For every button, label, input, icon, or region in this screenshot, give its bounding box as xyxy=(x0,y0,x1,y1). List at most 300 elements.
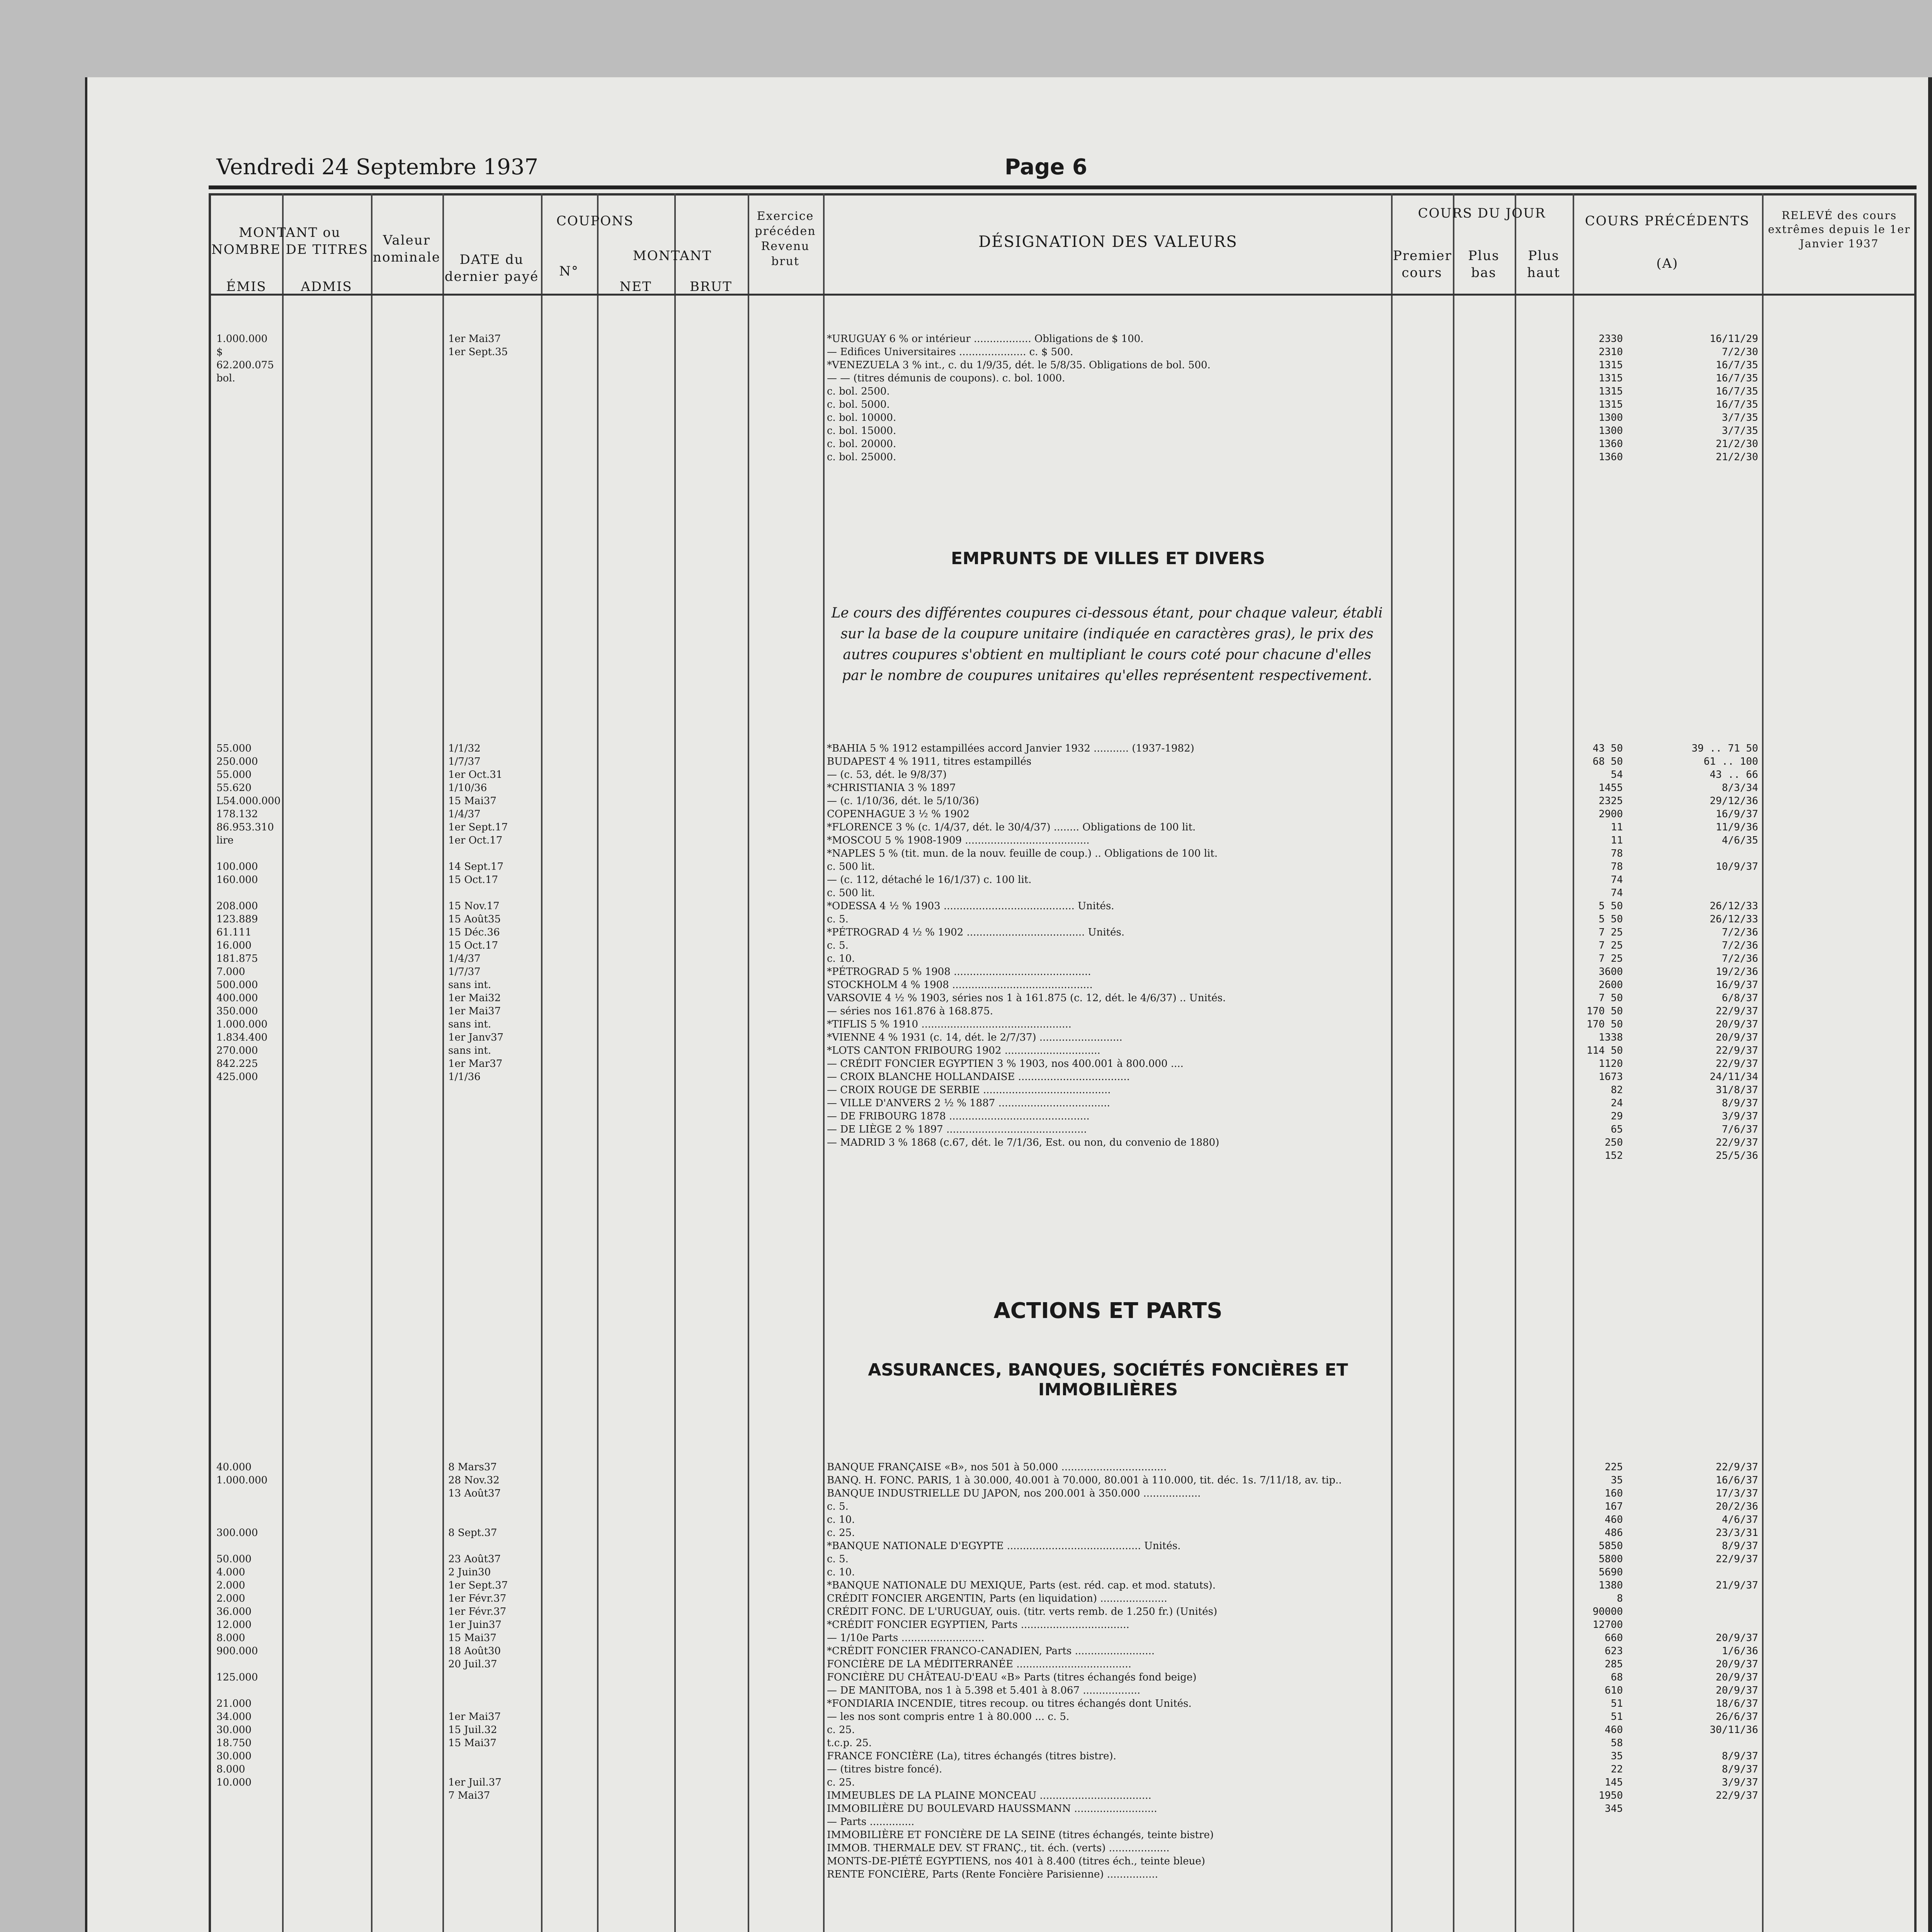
table-cell: 15 Août35 xyxy=(448,913,501,925)
table-cell: c. 5. xyxy=(827,913,849,925)
table-cell: 1380 xyxy=(1599,1580,1623,1591)
table-cell: *TIFLIS 5 % 1910 ............................................... xyxy=(827,1019,1071,1030)
table-cell: 7/2/30 xyxy=(1722,346,1758,358)
table-cell: 160 xyxy=(1605,1488,1623,1499)
table-cell: lire xyxy=(216,835,234,846)
table-cell: — CROIX BLANCHE HOLLANDAISE ................................... xyxy=(827,1071,1130,1083)
col-rule xyxy=(1762,193,1764,1932)
table-cell: 1er Mai37 xyxy=(448,1005,501,1017)
table-cell: IMMOBILIÈRE ET FONCIÈRE DE LA SEINE (titres échangés, teinte bistre) xyxy=(827,1829,1214,1841)
block0-releve xyxy=(1646,332,1758,464)
table-cell: 43 50 xyxy=(1592,743,1623,754)
table-cell: 1er Févr.37 xyxy=(448,1606,507,1617)
table-cell: 11 xyxy=(1611,821,1623,833)
header-rule xyxy=(209,294,1917,296)
table-cell xyxy=(1627,847,1758,860)
table-cell: *VIENNE 4 % 1931 (c. 14, dét. le 2/7/37) .......................... xyxy=(827,1032,1122,1043)
table-cell: 8 Sept.37 xyxy=(448,1527,497,1539)
table-cell: L54.000.000 xyxy=(216,795,281,807)
table-cell: $ xyxy=(216,346,223,358)
table-cell: 34.000 xyxy=(216,1711,252,1723)
table-cell: 18 Août30 xyxy=(448,1645,501,1657)
table-cell: 1315 xyxy=(1599,372,1623,384)
table-cell: — les nos sont compris entre 1 à 80.000 ... c. 5. xyxy=(827,1711,1070,1723)
table-cell xyxy=(1646,1736,1758,1750)
table-cell xyxy=(1646,1815,1758,1828)
table-cell: 7 25 xyxy=(1599,940,1623,951)
table-cell: 400.000 xyxy=(216,992,258,1004)
table-cell: 6/8/37 xyxy=(1722,992,1758,1004)
table-cell: 2.000 xyxy=(216,1580,245,1591)
table-cell: 123.889 xyxy=(216,913,258,925)
header-plus-haut: Plus haut xyxy=(1527,248,1560,281)
table-cell: FONCIÈRE DU CHÂTEAU-D'EAU «B» Parts (titres échangés fond beige) xyxy=(827,1672,1197,1683)
header-coupons: COUPONS xyxy=(556,213,634,229)
table-cell xyxy=(216,886,367,900)
header-premier: Premier cours xyxy=(1393,248,1452,281)
table-cell: 7/2/36 xyxy=(1722,940,1758,951)
table-cell: 7 25 xyxy=(1599,953,1623,964)
table-cell: 152 xyxy=(1605,1150,1623,1162)
table-cell: 350.000 xyxy=(216,1005,258,1017)
header-montant: MONTANT ou NOMBRE DE TITRES xyxy=(211,225,369,258)
table-cell: 29 xyxy=(1611,1111,1623,1122)
table-cell: 425.000 xyxy=(216,1071,258,1083)
table-cell: 486 xyxy=(1605,1527,1623,1539)
table-cell xyxy=(448,886,539,900)
table-cell xyxy=(216,1658,367,1671)
table-cell: 16/7/35 xyxy=(1716,386,1758,397)
table-cell: 39 .. 71 50 xyxy=(1691,743,1758,754)
header-precedents-sub: (A) xyxy=(1656,256,1679,271)
table-cell: 7/2/36 xyxy=(1722,953,1758,964)
table-cell xyxy=(216,847,367,860)
table-cell: 18.750 xyxy=(216,1737,252,1749)
table-cell: 13 Août37 xyxy=(448,1488,501,1499)
table-cell: 2310 xyxy=(1599,346,1623,358)
table-cell: sans int. xyxy=(448,1045,491,1056)
col-rule xyxy=(674,193,676,1932)
table-cell xyxy=(1646,1618,1758,1631)
table-cell: 21.000 xyxy=(216,1698,252,1709)
table-cell: 43 .. 66 xyxy=(1709,769,1758,781)
table-cell: 55.000 xyxy=(216,743,252,754)
table-cell xyxy=(1646,1802,1758,1815)
table-cell: 3/7/35 xyxy=(1722,425,1758,437)
table-cell: 8.000 xyxy=(216,1632,245,1644)
table-cell: 500.000 xyxy=(216,979,258,991)
table-cell: 1er Févr.37 xyxy=(448,1593,507,1604)
table-cell: *URUGUAY 6 % or intérieur .................. Obligations de $ 100. xyxy=(827,333,1144,345)
table-cell: — 1/10e Parts .......................... xyxy=(827,1632,985,1644)
table-cell: c. bol. 20000. xyxy=(827,438,896,450)
table-cell: 3/7/35 xyxy=(1722,412,1758,423)
table-cell: c. bol. 15000. xyxy=(827,425,896,437)
table-cell xyxy=(448,847,539,860)
table-cell: 74 xyxy=(1611,887,1623,899)
table-cell: 22/9/37 xyxy=(1716,1553,1758,1565)
table-cell: 1er Mar37 xyxy=(448,1058,503,1070)
table-cell: 167 xyxy=(1605,1501,1623,1512)
table-cell: 1455 xyxy=(1599,782,1623,794)
table-cell: — DE FRIBOURG 1878 ............................................ xyxy=(827,1111,1090,1122)
table-cell: 4/6/37 xyxy=(1722,1514,1758,1526)
table-cell: COPENHAGUE 3 ½ % 1902 xyxy=(827,808,970,820)
table-cell: *CHRISTIANIA 3 % 1897 xyxy=(827,782,956,794)
table-cell: c. 25. xyxy=(827,1777,855,1788)
table-cell: 1er Sept.17 xyxy=(448,821,508,833)
table-cell: 7/6/37 xyxy=(1722,1124,1758,1135)
table-cell: 1/4/37 xyxy=(448,953,481,964)
table-cell xyxy=(448,1763,539,1776)
table-cell: — CRÉDIT FONCIER EGYPTIEN 3 % 1903, nos 400.001 à 800.000 .... xyxy=(827,1058,1184,1070)
table-cell: — VILLE D'ANVERS 2 ½ % 1887 ................................... xyxy=(827,1097,1110,1109)
table-cell: 20/9/37 xyxy=(1716,1632,1758,1644)
table-cell: c. bol. 25000. xyxy=(827,451,896,463)
table-cell: *ODESSA 4 ½ % 1903 ......................................... Unités. xyxy=(827,900,1114,912)
table-cell: 7.000 xyxy=(216,966,245,978)
table-cell: 1315 xyxy=(1599,386,1623,397)
table-cell: 22 xyxy=(1611,1764,1623,1775)
table-cell xyxy=(448,1671,539,1684)
table-cell: 65 xyxy=(1611,1124,1623,1135)
table-cell: 1.000.000 xyxy=(216,333,268,345)
col-rule xyxy=(748,193,749,1932)
table-cell: 460 xyxy=(1605,1724,1623,1736)
table-cell: BANQUE INDUSTRIELLE DU JAPON, nos 200.001 à 350.000 .................. xyxy=(827,1488,1201,1499)
table-cell: 1er Mai37 xyxy=(448,1711,501,1723)
table-cell xyxy=(216,1539,367,1553)
table-cell: 15 Nov.17 xyxy=(448,900,500,912)
table-cell: 20/9/37 xyxy=(1716,1019,1758,1030)
table-cell: 8.000 xyxy=(216,1764,245,1775)
table-cell: 1er Juil.37 xyxy=(448,1777,502,1788)
header-admis: ADMIS xyxy=(301,279,352,294)
table-cell: c. 5. xyxy=(827,1501,849,1512)
table-cell: 12700 xyxy=(1592,1619,1623,1631)
table-cell xyxy=(1627,886,1758,900)
header-designation: DÉSIGNATION DES VALEURS xyxy=(978,233,1238,251)
table-cell: 17/3/37 xyxy=(1716,1488,1758,1499)
table-cell: 2.000 xyxy=(216,1593,245,1604)
header-date-dernier: DATE du dernier payé xyxy=(444,252,539,285)
table-cell: — MADRID 3 % 1868 (c.67, dét. le 7/1/36, Est. ou non, du convenio de 1880) xyxy=(827,1137,1219,1148)
table-cell: 15 Mai37 xyxy=(448,795,497,807)
table-cell: *BAHIA 5 % 1912 estampillées accord Janvier 1932 ........... (1937-1982) xyxy=(827,743,1194,754)
col-rule xyxy=(371,193,372,1932)
table-cell: CRÉDIT FONCIER ARGENTIN, Parts (en liquidation) ..................... xyxy=(827,1593,1167,1604)
table-cell: 8 Mars37 xyxy=(448,1461,497,1473)
table-cell: 1.000.000 xyxy=(216,1475,268,1486)
table-cell: 40.000 xyxy=(216,1461,252,1473)
table-cell: 3600 xyxy=(1599,966,1623,978)
table-cell: 22/9/37 xyxy=(1716,1058,1758,1070)
table-cell: 1300 xyxy=(1599,412,1623,423)
table-cell: BANQ. H. FONC. PARIS, 1 à 30.000, 40.001 à 70.000, 80.001 à 110.000, tit. déc. 1s. 7/11/18, av. tip.. xyxy=(827,1475,1342,1486)
header-net: NET xyxy=(619,279,652,294)
table-cell: 1er Mai32 xyxy=(448,992,501,1004)
table-cell: 125.000 xyxy=(216,1672,258,1683)
table-cell: 2330 xyxy=(1599,333,1623,345)
table-cell: 170 50 xyxy=(1587,1019,1623,1030)
table-cell xyxy=(1646,1566,1758,1579)
block2-emis xyxy=(216,1461,367,1789)
table-cell: 7 25 xyxy=(1599,927,1623,938)
table-cell: *VENEZUELA 3 % int., c. du 1/9/35, dét. le 5/8/35. Obligations de bol. 500. xyxy=(827,359,1211,371)
table-cell: 5850 xyxy=(1599,1540,1623,1552)
table-cell: 21/2/30 xyxy=(1716,451,1758,463)
table-cell: 20/9/37 xyxy=(1716,1672,1758,1683)
table-cell: 21/2/30 xyxy=(1716,438,1758,450)
table-cell: 51 xyxy=(1611,1711,1623,1723)
header-montant-coupon: MONTANT xyxy=(633,248,712,264)
section-emprunts: EMPRUNTS DE VILLES ET DIVERS xyxy=(951,549,1265,568)
table-cell: 145 xyxy=(1605,1777,1623,1788)
table-cell: 20/9/37 xyxy=(1716,1685,1758,1696)
table-cell: 1er Oct.31 xyxy=(448,769,503,781)
table-cell xyxy=(448,1500,539,1513)
table-cell: 16/9/37 xyxy=(1716,979,1758,991)
table-cell: IMMOBILIÈRE DU BOULEVARD HAUSSMANN .......................... xyxy=(827,1803,1157,1815)
table-cell: *PÉTROGRAD 4 ½ % 1902 ..................................... Unités. xyxy=(827,927,1125,938)
table-cell: 86.953.310 xyxy=(216,821,274,833)
table-cell: FONCIÈRE DE LA MÉDITERRANÉE .................................... xyxy=(827,1658,1131,1670)
table-cell: *PÉTROGRAD 5 % 1908 ........................................... xyxy=(827,966,1091,978)
table-cell: c. 25. xyxy=(827,1527,855,1539)
table-cell: VARSOVIE 4 ½ % 1903, séries nos 1 à 161.875 (c. 12, dét. le 4/6/37) .. Unités. xyxy=(827,992,1226,1004)
col-rule xyxy=(1391,193,1393,1932)
table-cell: 1er Janv37 xyxy=(448,1032,504,1043)
table-cell: 178.132 xyxy=(216,808,258,820)
table-cell: RENTE FONCIÈRE, Parts (Rente Foncière Parisienne) ................ xyxy=(827,1869,1158,1880)
table-cell: 12.000 xyxy=(216,1619,252,1631)
table-cell: 1.000.000 xyxy=(216,1019,268,1030)
table-cell: 18/6/37 xyxy=(1716,1698,1758,1709)
table-cell xyxy=(216,1487,367,1500)
table-cell: 181.875 xyxy=(216,953,258,964)
table-cell: — (c. 112, détaché le 16/1/37) c. 100 lit. xyxy=(827,874,1032,886)
table-cell: 26/12/33 xyxy=(1709,913,1758,925)
table-cell: — DE MANITOBA, nos 1 à 5.398 et 5.401 à 8.067 .................. xyxy=(827,1685,1141,1696)
table-cell: 22/9/37 xyxy=(1716,1045,1758,1056)
table-cell: 16/7/35 xyxy=(1716,399,1758,410)
table-cell: 8/9/37 xyxy=(1722,1097,1758,1109)
table-cell: *FONDIARIA INCENDIE, titres recoup. ou titres échangés dont Unités. xyxy=(827,1698,1192,1709)
table-cell: sans int. xyxy=(448,979,491,991)
table-cell: 15 Mai37 xyxy=(448,1737,497,1749)
table-cell: 100.000 xyxy=(216,861,258,872)
table-cell: 16/6/37 xyxy=(1716,1475,1758,1486)
table-cell: 1360 xyxy=(1599,438,1623,450)
table-cell: 15 Mai37 xyxy=(448,1632,497,1644)
table-cell: 1.834.400 xyxy=(216,1032,268,1043)
table-cell: 5 50 xyxy=(1599,900,1623,912)
table-cell: 16.000 xyxy=(216,940,252,951)
table-cell: 11 xyxy=(1611,835,1623,846)
page-date: Vendredi 24 Septembre 1937 xyxy=(216,155,539,180)
table-cell: 660 xyxy=(1605,1632,1623,1644)
table-cell: MONTS-DE-PIÉTÉ EGYPTIENS, nos 401 à 8.400 (titres éch., teinte bleue) xyxy=(827,1855,1205,1867)
table-cell: 21/9/37 xyxy=(1716,1580,1758,1591)
table-cell: — (titres bistre foncé). xyxy=(827,1764,942,1775)
table-cell: 50.000 xyxy=(216,1553,252,1565)
table-cell: 5690 xyxy=(1599,1566,1623,1578)
table-cell: 16/7/35 xyxy=(1716,359,1758,371)
table-cell: 1er Juin37 xyxy=(448,1619,502,1631)
table-cell: 900.000 xyxy=(216,1645,258,1657)
header-precedents: COURS PRÉCÉDENTS xyxy=(1585,213,1750,229)
table-cell: 36.000 xyxy=(216,1606,252,1617)
table-cell: 14 Sept.17 xyxy=(448,861,503,872)
table-cell: 610 xyxy=(1605,1685,1623,1696)
table-cell: 2325 xyxy=(1599,795,1623,807)
block0-precedents xyxy=(1577,332,1623,464)
table-cell: c. 10. xyxy=(827,1566,855,1578)
table-cell: 2 Juin30 xyxy=(448,1566,491,1578)
table-cell: 1/1/36 xyxy=(448,1071,481,1083)
table-cell: 55.620 xyxy=(216,782,252,794)
block2-designation xyxy=(827,1461,1387,1881)
table-cell: 1338 xyxy=(1599,1032,1623,1043)
table-cell: BUDAPEST 4 % 1911, titres estampillés xyxy=(827,756,1032,767)
section-assurances: ASSURANCES, BANQUES, SOCIÉTÉS FONCIÈRES ET IMMOBILIÈRES xyxy=(868,1360,1348,1400)
col-rule xyxy=(1453,193,1454,1932)
table-cell: sans int. xyxy=(448,1019,491,1030)
table-cell: *LOTS CANTON FRIBOURG 1902 .............................. xyxy=(827,1045,1100,1056)
table-cell: 1/1/32 xyxy=(448,743,481,754)
block2-dates xyxy=(448,1461,539,1802)
table-cell: 5 50 xyxy=(1599,913,1623,925)
table-cell: 3/9/37 xyxy=(1722,1111,1758,1122)
table-cell: 8 xyxy=(1617,1593,1623,1604)
table-cell: *CRÉDIT FONCIER FRANCO-CANADIEN, Parts ......................... xyxy=(827,1645,1155,1657)
table-cell: 20/9/37 xyxy=(1716,1032,1758,1043)
table-cell: 208.000 xyxy=(216,900,258,912)
table-cell: 15 Juil.32 xyxy=(448,1724,497,1736)
table-cell: FRANCE FONCIÈRE (La), titres échangés (titres bistre). xyxy=(827,1750,1116,1762)
table-cell: c. 5. xyxy=(827,940,849,951)
table-cell: c. 5. xyxy=(827,1553,849,1565)
table-cell: 4.000 xyxy=(216,1566,245,1578)
header-emis: ÉMIS xyxy=(226,279,267,294)
block0-emis xyxy=(216,332,367,385)
table-cell: 28 Nov.32 xyxy=(448,1475,500,1486)
table-cell: 51 xyxy=(1611,1698,1623,1709)
table-cell xyxy=(448,1750,539,1763)
table-cell: BANQUE FRANÇAISE «B», nos 501 à 50.000 ................................. xyxy=(827,1461,1167,1473)
table-cell: 250.000 xyxy=(216,756,258,767)
table-cell: 1er Mai37 xyxy=(448,333,501,345)
table-cell: 90000 xyxy=(1592,1606,1623,1617)
table-cell: 11/9/36 xyxy=(1716,821,1758,833)
table-cell: 22/9/37 xyxy=(1716,1790,1758,1801)
header-valeur: Valeur nominale xyxy=(373,233,440,265)
table-cell: 1/10/36 xyxy=(448,782,487,794)
table-cell: *FLORENCE 3 % (c. 1/4/37, dét. le 30/4/37) ........ Obligations de 100 lit. xyxy=(827,821,1196,833)
table-cell: 1/7/37 xyxy=(448,756,481,767)
table-cell: 20/9/37 xyxy=(1716,1658,1758,1670)
table-cell xyxy=(448,1684,539,1697)
table-cell: 225 xyxy=(1605,1461,1623,1473)
table-cell: 300.000 xyxy=(216,1527,258,1539)
table-cell xyxy=(216,1684,367,1697)
block2-precedents xyxy=(1577,1461,1623,1815)
block0-dates xyxy=(448,332,539,359)
table-cell: 54 xyxy=(1611,769,1623,781)
header-brut: BRUT xyxy=(690,279,732,294)
block1-designation xyxy=(827,742,1387,1149)
table-cell: — — (titres démunis de coupons). c. bol. 1000. xyxy=(827,372,1065,384)
block1-releve xyxy=(1627,742,1758,1162)
table-cell: c. 500 lit. xyxy=(827,861,875,872)
table-cell: 8/9/37 xyxy=(1722,1750,1758,1762)
table-cell: — Parts .............. xyxy=(827,1816,915,1828)
table-cell: 7 Mai37 xyxy=(448,1790,490,1801)
table-cell: c. bol. 5000. xyxy=(827,399,890,410)
table-cell: 1er Sept.35 xyxy=(448,346,508,358)
table-cell: 5800 xyxy=(1599,1553,1623,1565)
table-cell: 22/9/37 xyxy=(1716,1461,1758,1473)
table-cell: *BANQUE NATIONALE DU MEXIQUE, Parts (est. réd. cap. et mod. statuts). xyxy=(827,1580,1216,1591)
page-number: Page 6 xyxy=(1005,155,1087,180)
table-cell: 160.000 xyxy=(216,874,258,886)
table-cell xyxy=(1627,873,1758,886)
table-cell: 78 xyxy=(1611,848,1623,859)
table-cell: c. 10. xyxy=(827,1514,855,1526)
header-cours-jour: COURS DU JOUR xyxy=(1418,206,1546,221)
table-cell: c. bol. 10000. xyxy=(827,412,896,423)
table-cell: 68 xyxy=(1611,1672,1623,1683)
table-cell xyxy=(216,1513,367,1526)
table-cell: *CRÉDIT FONCIER EGYPTIEN, Parts .................................. xyxy=(827,1619,1129,1631)
table-cell xyxy=(216,1500,367,1513)
table-cell: bol. xyxy=(216,372,235,384)
table-cell: *BANQUE NATIONALE D'EGYPTE .......................................... Unités. xyxy=(827,1540,1181,1552)
table-cell: c. 25. xyxy=(827,1724,855,1736)
table-cell: 15 Déc.36 xyxy=(448,927,500,938)
table-cell: c. bol. 2500. xyxy=(827,386,890,397)
table-cell: CRÉDIT FONC. DE L'URUGUAY, ouis. (titr. verts remb. de 1.250 fr.) (Unités) xyxy=(827,1606,1218,1617)
table-cell: 30.000 xyxy=(216,1724,252,1736)
table-cell: *MOSCOU 5 % 1908-1909 ....................................... xyxy=(827,835,1090,846)
table-cell: 15 Oct.17 xyxy=(448,940,498,951)
table-cell: 460 xyxy=(1605,1514,1623,1526)
table-cell: 55.000 xyxy=(216,769,252,781)
table-cell: c. 500 lit. xyxy=(827,887,875,899)
table-cell: 68 50 xyxy=(1592,756,1623,767)
col-rule xyxy=(1515,193,1516,1932)
table-cell: 22/9/37 xyxy=(1716,1005,1758,1017)
table-cell xyxy=(1646,1592,1758,1605)
table-cell: 842.225 xyxy=(216,1058,258,1070)
table-cell: — séries nos 161.876 à 168.875. xyxy=(827,1005,993,1017)
table-cell xyxy=(1646,1605,1758,1618)
table-cell: 23/3/31 xyxy=(1716,1527,1758,1539)
col-rule xyxy=(823,193,825,1932)
table-cell: 170 50 xyxy=(1587,1005,1623,1017)
table-cell: 16/11/29 xyxy=(1709,333,1758,345)
col-rule xyxy=(1573,193,1574,1932)
table-cell: 24 xyxy=(1611,1097,1623,1109)
block1-emis xyxy=(216,742,367,1083)
table-cell: 58 xyxy=(1611,1737,1623,1749)
table-cell: 3/9/37 xyxy=(1722,1777,1758,1788)
table-cell: 7/2/36 xyxy=(1722,927,1758,938)
header-numero: N° xyxy=(559,264,579,279)
table-cell: IMMOB. THERMALE DEV. ST FRANÇ., tit. éch. (verts) ................... xyxy=(827,1842,1170,1854)
table-cell: 1360 xyxy=(1599,451,1623,463)
table-cell: 19/2/36 xyxy=(1716,966,1758,978)
